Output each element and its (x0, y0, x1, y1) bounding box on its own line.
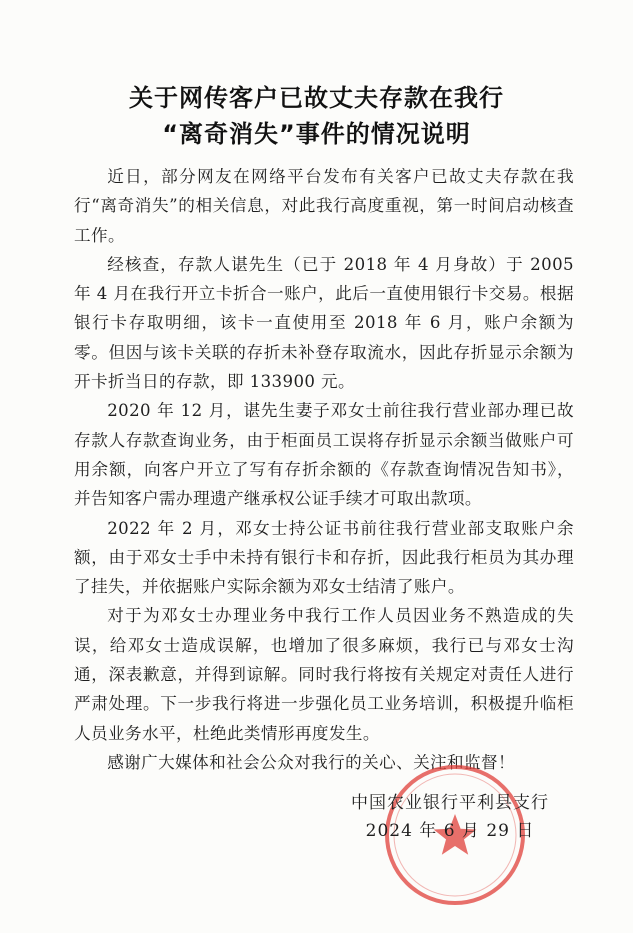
document-body (74, 162, 574, 777)
paragraph: 2020 年 12 月，谌先生妻子邓女士前往我行营业部办理已故存款人存款查询业务，由于柜面员工误将存折显示余额当做账户可用余额，向客户开立了写有存折余额的《存款查询情况告知书》，并告知客户需办理遗产继承权公证手续才可取出款项。 (74, 401, 574, 509)
paragraph: 2022 年 2 月，邓女士持公证书前往我行营业部支取账户余额，由于邓女士手中未持有银行卡和存折，因此我行柜员为其办理了挂失，并依据账户实际余额为邓女士结清了账户。 (74, 518, 574, 597)
paragraph: 感谢广大媒体和社会公众对我行的关心、关注和监督！ (107, 752, 516, 772)
signature-date: 2024 年 6 月 29 日 (365, 821, 535, 841)
signature-organization: 中国农业银行平利县支行 (351, 793, 549, 813)
document-title-line1: 关于网传客户已故丈夫存款在我行 (129, 84, 504, 112)
document-title-line2: “离奇消失”事件的情况说明 (162, 120, 471, 148)
paragraph: 经核查，存款人谌先生（已于 2018 年 4 月身故）于 2005 年 4 月在我行开立卡折合一账户，此后一直使用银行卡交易。根据银行卡存取明细，该卡一直使用至 2018 年 6 月，账户余额为零。但因与该卡关联的存折未补登存取流水，因此存折显示余额为开卡折当日的存款，即 133900 元。 (74, 254, 574, 392)
paragraph: 近日，部分网友在网络平台发布有关客户已故丈夫存款在我行“离奇消失”的相关信息，对此我行高度重视，第一时间启动核查工作。 (74, 167, 574, 245)
paragraph: 对于为邓女士办理业务中我行工作人员因业务不熟造成的失误，给邓女士造成误解，也增加了很多麻烦，我行已与邓女士沟通，深表歉意，并得到谅解。同时我行将按有关规定对责任人进行严肃处理。下一步我行将进一步强化员工业务培训，积极提升临柜人员业务水平，杜绝此类情形再度发生。 (74, 606, 574, 743)
